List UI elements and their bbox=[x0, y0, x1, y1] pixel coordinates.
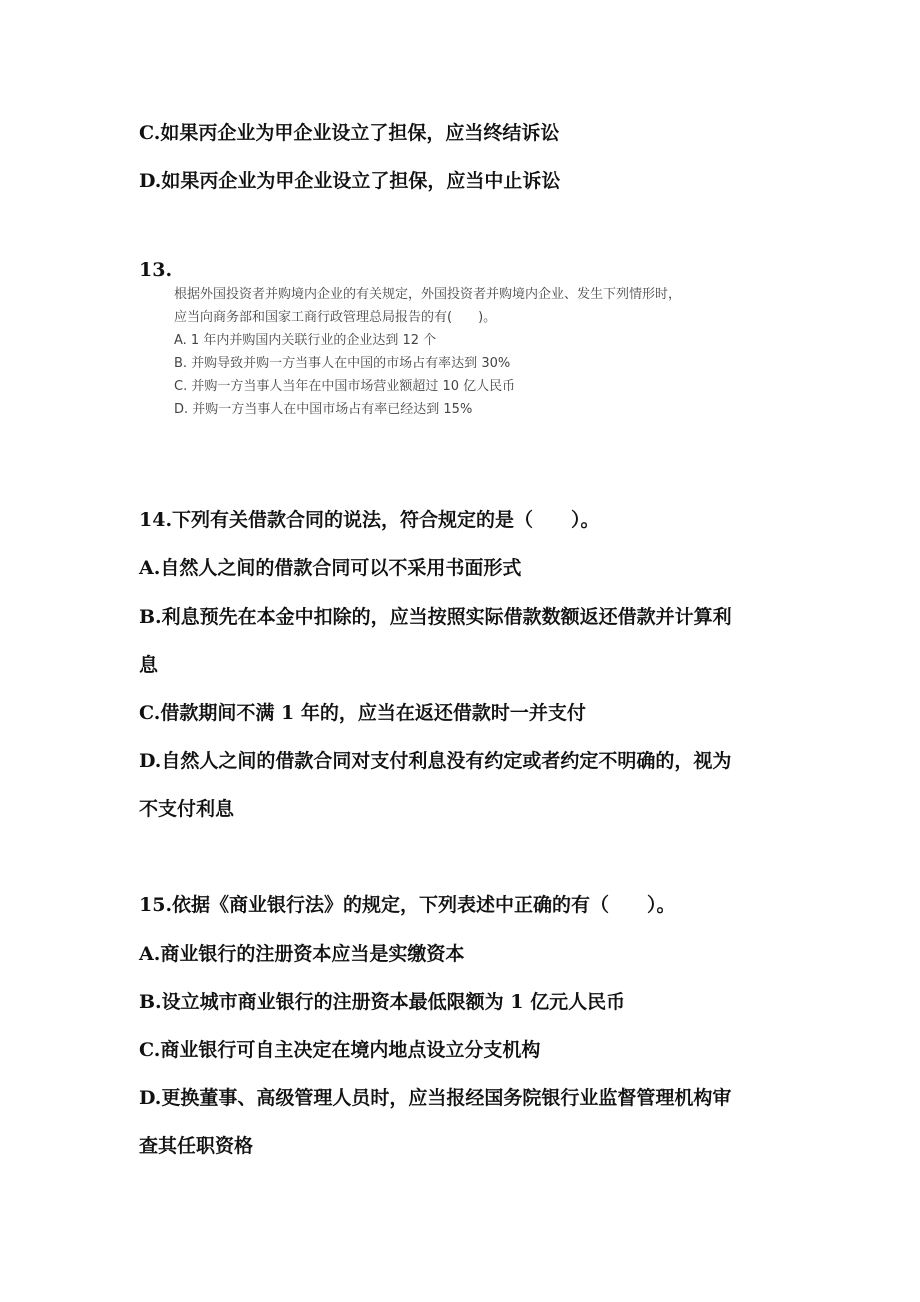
q15-option-a: A.商业银行的注册资本应当是实缴资本 bbox=[139, 943, 465, 965]
q14-option-b-line1: B.利息预先在本金中扣除的，应当按照实际借款数额返还借款并计算利 bbox=[139, 606, 732, 628]
q15-option-b: B.设立城市商业银行的注册资本最低限额为 1 亿元人民币 bbox=[139, 991, 626, 1013]
q14-stem: 14.下列有关借款合同的说法，符合规定的是（ ）。 bbox=[139, 509, 600, 531]
q13-number: 13. bbox=[139, 259, 173, 281]
q13-option-c: C. 并购一方当事人当年在中国市场营业额超过 10 亿人民币 bbox=[174, 379, 516, 394]
q14-option-b-line2: 息 bbox=[139, 654, 159, 676]
q15-option-d-line1: D.更换董事、高级管理人员时，应当报经国务院银行业监督管理机构审 bbox=[139, 1087, 732, 1109]
q15-option-d-line2: 查其任职资格 bbox=[139, 1135, 254, 1157]
q15-option-c: C.商业银行可自主决定在境内地点设立分支机构 bbox=[139, 1039, 541, 1061]
q14-option-d-line1: D.自然人之间的借款合同对支付利息没有约定或者约定不明确的，视为 bbox=[139, 750, 732, 772]
q13-option-a: A. 1 年内并购国内关联行业的企业达到 12 个 bbox=[174, 333, 437, 348]
q13-option-d: D. 并购一方当事人在中国市场占有率已经达到 15% bbox=[174, 402, 473, 417]
q14-option-c: C.借款期间不满 1 年的，应当在返还借款时一并支付 bbox=[139, 702, 586, 724]
q12-option-d: D.如果丙企业为甲企业设立了担保，应当中止诉讼 bbox=[139, 170, 561, 192]
q15-stem: 15.依据《商业银行法》的规定，下列表述中正确的有（ ）。 bbox=[139, 894, 676, 916]
q13-option-b: B. 并购导致并购一方当事人在中国的市场占有率达到 30% bbox=[174, 356, 511, 371]
q13-stem-line2: 应当向商务部和国家工商行政管理总局报告的有( )。 bbox=[174, 310, 497, 325]
q12-option-c: C.如果丙企业为甲企业设立了担保，应当终结诉讼 bbox=[139, 122, 560, 144]
q14-option-a: A.自然人之间的借款合同可以不采用书面形式 bbox=[139, 557, 522, 579]
q13-stem-line1: 根据外国投资者并购境内企业的有关规定，外国投资者并购境内企业、发生下列情形时， bbox=[174, 287, 682, 302]
q14-option-d-line2: 不支付利息 bbox=[139, 798, 235, 820]
